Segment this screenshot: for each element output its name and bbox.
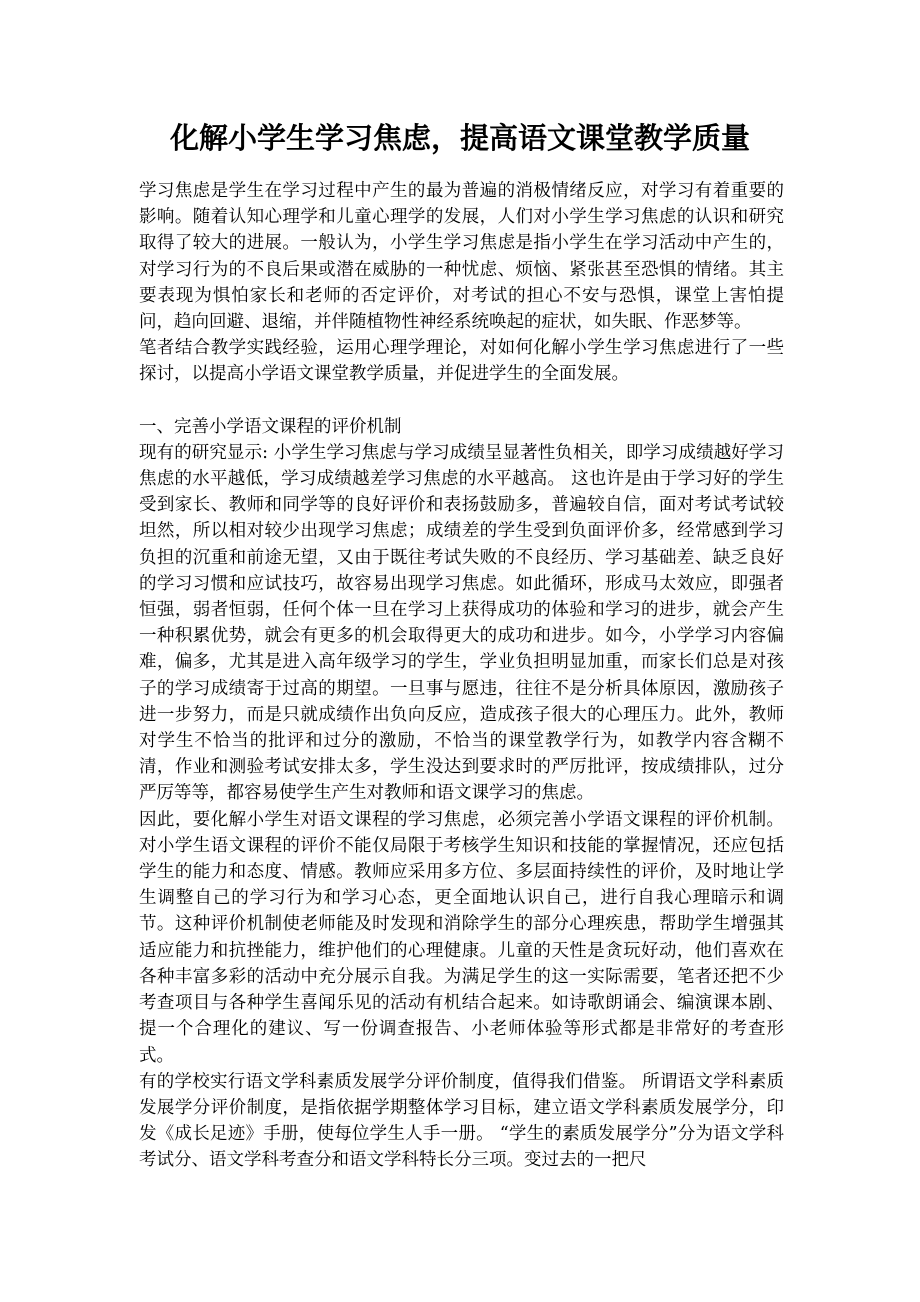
section-paragraph-1: 现有的研究显示: 小学生学习焦虑与学习成绩呈显著性负相关，即学习成绩越好学习焦虑的水平越低，学习成绩越差学习焦虑的水平越高。 这也许是由于学习好的学生受到家长、教师和同学等的良好评价和表扬鼓励多，普遍较自信，面对考试考试较坦然，所以相对较少出现学习焦虑；成绩差的学生受到负面评价多，经常感到学习负担的沉重和前途无望，又由于既往考试失败的不良经历、学习基础差、缺乏良好的学习习惯和应试技巧，故容易出现学习焦虑。如此循环，形成马太效应，即强者恒强，弱者恒弱，任何个体一旦在学习上获得成功的体验和学习的进步，就会产生一种积累优势，就会有更多的机会取得更大的成功和进步。如今，小学学习内容偏难，偏多，尤其是进入高年级学习的学生，学业负担明显加重，而家长们总是对孩子的学习成绩寄于过高的期望。一旦事与愿违，往往不是分析具体原因，激励孩子进一步努力，而是只就成绩作出负向反应，造成孩子很大的心理压力。此外，教师对学生不恰当的批评和过分的激励，不恰当的课堂教学行为，如教学内容含糊不清，作业和测验考试安排太多，学生没达到要求时的严厉批评，按成绩排队，过分严厉等等，都容易使学生产生对教师和语文课学习的焦虑。 xyxy=(139,442,784,804)
paragraph-gap xyxy=(139,388,784,414)
document-body xyxy=(139,178,784,1174)
section-paragraph-3: 有的学校实行语文学科素质发展学分评价制度，值得我们借鉴。 所谓语文学科素质发展学分评价制度，是指依据学期整体学习目标，建立语文学科素质发展学分，印发《成长足迹》手册，使每位学生人手一册。 “学生的素质发展学分”分为语文学科考试分、语文学科考查分和语文学科特长分三项。变过去的一把尺 xyxy=(139,1071,784,1171)
intro-paragraph-1: 学习焦虑是学生在学习过程中产生的最为普遍的消极情绪反应，对学习有着重要的影响。随着认知心理学和儿童心理学的发展，人们对小学生学习焦虑的认识和研究取得了较大的进展。一般认为，小学生学习焦虑是指小学生在学习活动中产生的，对学习行为的不良后果或潜在威胁的一种忧虑、烦恼、紧张甚至恐惧的情绪。其主要表现为惧怕家长和老师的否定评价，对考试的担心不安与恐惧，课堂上害怕提问，趋向回避、退缩，并伴随植物性神经系统唤起的症状，如失眠、作恶梦等。 xyxy=(139,181,784,333)
section-paragraph-2: 因此，要化解小学生对语文课程的学习焦虑，必须完善小学语文课程的评价机制。对小学生语文课程的评价不能仅局限于考核学生知识和技能的掌握情况，还应包括学生的能力和态度、情感。教师应采用多方位、多层面持续性的评价，及时地让学生调整自己的学习行为和学习心态，更全面地认识自己，进行自我心理暗示和调节。这种评价机制使老师能及时发现和消除学生的部分心理疾患，帮助学生增强其适应能力和抗挫能力，维护他们的心理健康。儿童的天性是贪玩好动，他们喜欢在各种丰富多彩的活动中充分展示自我。为满足学生的这一实际需要，笔者还把不少考查项目与各种学生喜闻乐见的活动有机结合起来。如诗歌朗诵会、编演课本剧、提一个合理化的建议、写一份调查报告、小老师体验等形式都是非常好的考查形式。 xyxy=(139,809,784,1066)
document-title: 化解小学生学习焦虑，提高语文课堂教学质量 xyxy=(169,121,750,155)
intro-paragraph-2: 笔者结合教学实践经验，运用心理学理论，对如何化解小学生学习焦虑进行了一些探讨，以提高小学语文课堂教学质量，并促进学生的全面发展。 xyxy=(139,338,784,385)
section-heading: 一、完善小学语文课程的评价机制 xyxy=(139,416,402,437)
